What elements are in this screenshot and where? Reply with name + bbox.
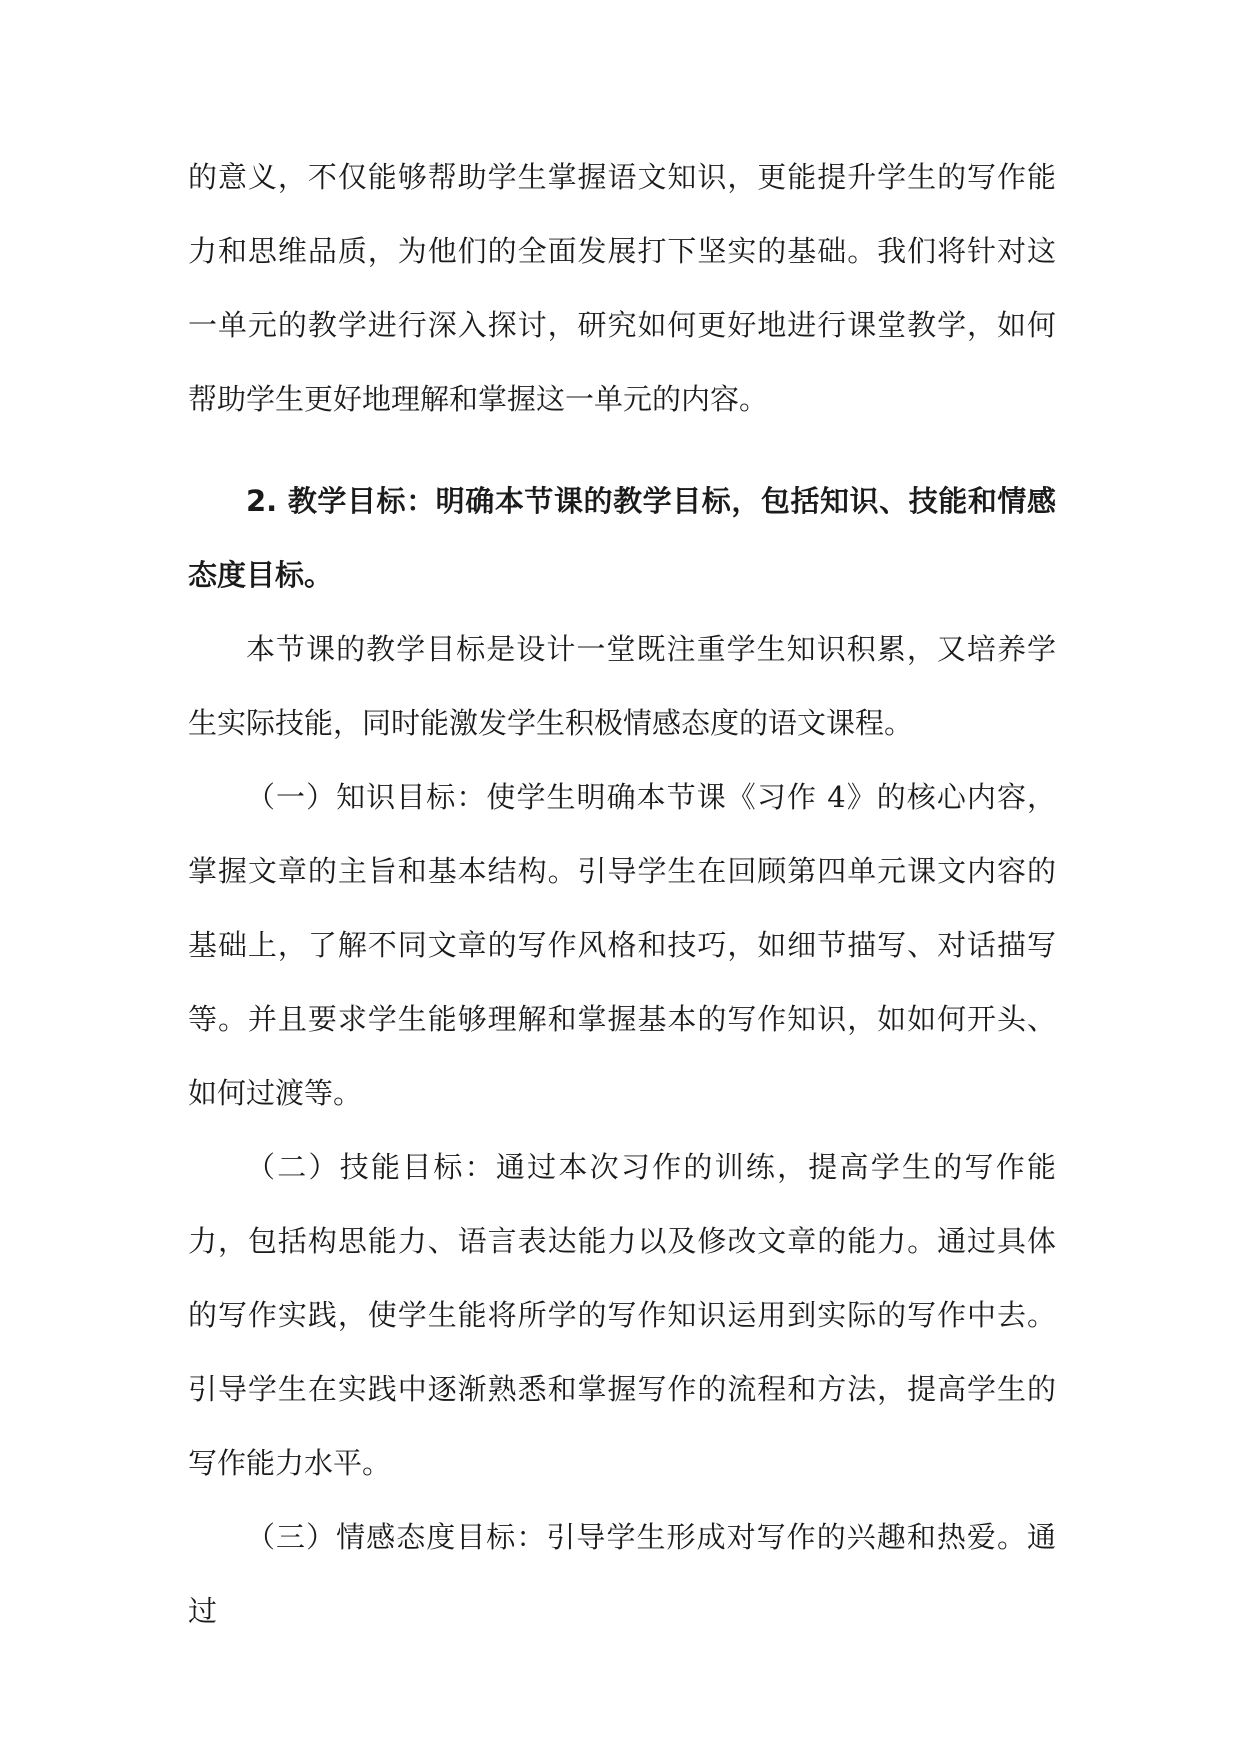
paragraph-goals-overview: 本节课的教学目标是设计一堂既注重学生知识积累，又培养学生实际技能，同时能激发学生积极情感态度的语文课程。	[188, 632, 1056, 740]
paragraph-intro-continuation: 的意义，不仅能够帮助学生掌握语文知识，更能提升学生的写作能力和思维品质，为他们的全面发展打下坚实的基础。我们将针对这一单元的教学进行深入探讨，研究如何更好地进行课堂教学，如何帮助学生更好地理解和掌握这一单元的内容。	[188, 160, 1056, 416]
section-heading-teaching-goals: 2. 教学目标：明确本节课的教学目标，包括知识、技能和情感态度目标。	[188, 484, 1056, 592]
paragraph-knowledge-goal: （一）知识目标：使学生明确本节课《习作 4》的核心内容，掌握文章的主旨和基本结构。引导学生在回顾第四单元课文内容的基础上，了解不同文章的写作风格和技巧，如细节描写、对话描写等。并且要求学生能够理解和掌握基本的写作知识，如如何开头、如何过渡等。	[188, 780, 1056, 1110]
document-body	[188, 140, 1056, 1648]
paragraph-emotion-goal: （三）情感态度目标：引导学生形成对写作的兴趣和热爱。通过	[188, 1520, 1056, 1628]
paragraph-skill-goal: （二）技能目标：通过本次习作的训练，提高学生的写作能力，包括构思能力、语言表达能力以及修改文章的能力。通过具体的写作实践，使学生能将所学的写作知识运用到实际的写作中去。引导学生在实践中逐渐熟悉和掌握写作的流程和方法，提高学生的写作能力水平。	[188, 1150, 1056, 1480]
